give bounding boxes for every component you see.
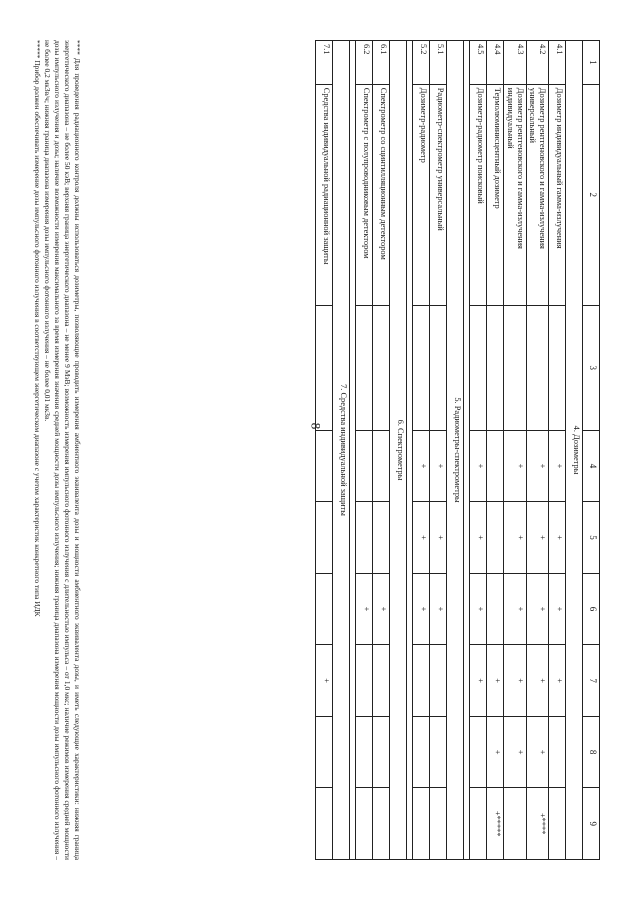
cell <box>373 430 390 502</box>
cell <box>356 430 373 502</box>
cell <box>373 645 390 717</box>
cell: + <box>413 502 430 574</box>
cell: + <box>316 645 333 717</box>
cell <box>526 305 548 430</box>
header-cell: 6 <box>583 573 600 645</box>
cell: + <box>526 573 548 645</box>
table-row <box>549 41 566 860</box>
cell <box>356 305 373 430</box>
cell: + <box>470 430 487 502</box>
spacer-row <box>407 41 413 860</box>
cell: + <box>356 573 373 645</box>
table-row <box>504 41 526 860</box>
cell <box>549 716 566 788</box>
cell <box>470 305 487 430</box>
section-title: 7. Средства индивидуальной защиты <box>333 41 350 860</box>
cell: + <box>526 430 548 502</box>
cell <box>356 645 373 717</box>
table-row <box>430 41 447 860</box>
section-title: 6. Спектрометры <box>390 41 407 860</box>
cell <box>413 788 430 860</box>
page-number: 8 <box>308 422 324 430</box>
footnotes <box>32 40 82 860</box>
cell <box>316 430 333 502</box>
cell: + <box>373 573 390 645</box>
table-header-row <box>583 41 600 860</box>
cell <box>356 502 373 574</box>
row-number: 4.5 <box>470 41 487 85</box>
spacer-cell <box>464 41 470 860</box>
section-title: 5. Радиометры-спектрометры <box>447 41 464 860</box>
rotated-page <box>33 40 600 860</box>
cell <box>504 305 526 430</box>
spacer-row <box>350 41 356 860</box>
section-title: 4. Дозиметры <box>566 41 583 860</box>
row-number: 4.3 <box>504 41 526 85</box>
spacer-cell <box>350 41 356 860</box>
row-name: Дозиметр-радиометр <box>413 84 430 305</box>
cell: + <box>549 573 566 645</box>
footnote-4-stars: **** Для проведения радиационного контроля должны использоваться дозиметры, позволяющие проводить измерения амбиентного эквивалента дозы и мощности амбиентного эквивалента дозы, и иметь следующие характеристики: нижняя граница энергетического диапазона – не более 50 кэВ; верхняя граница энергетического диапазона – не менее 9 МэВ; возможность измерения импульсного фотонного излучения с длительностью импульса – от 1,0 мкс; наличие режимов измерения средней мощности дозы импульсного излучения и дозы; наличие возможности измерения максимального за время измерения значения средней мощности дозы импульсного излучения; нижняя граница диапазона измерения мощности дозы импульсного фотонного излучения – не более 0,2 мкЗв/ч; нижняя граница диапазона измерения дозы импульсного фотонного излучения – не более 0,01 мкЗв. <box>43 40 82 860</box>
cell: + <box>526 502 548 574</box>
cell <box>549 788 566 860</box>
cell <box>504 788 526 860</box>
cell <box>487 573 504 645</box>
cell: + <box>504 430 526 502</box>
equipment-table <box>315 40 600 860</box>
cell <box>316 788 333 860</box>
cell: + <box>430 573 447 645</box>
cell: +**** <box>526 788 548 860</box>
section-row <box>390 41 407 860</box>
header-cell: 1 <box>583 41 600 85</box>
cell: + <box>413 573 430 645</box>
cell <box>470 788 487 860</box>
section-row <box>447 41 464 860</box>
cell: + <box>470 573 487 645</box>
cell <box>373 502 390 574</box>
cell <box>356 716 373 788</box>
table-row <box>526 41 548 860</box>
row-number: 6.2 <box>356 41 373 85</box>
cell: + <box>549 645 566 717</box>
cell: + <box>470 645 487 717</box>
cell <box>373 788 390 860</box>
header-cell: 7 <box>583 645 600 717</box>
cell: +***** <box>487 788 504 860</box>
cell <box>316 716 333 788</box>
row-number: 7.1 <box>316 41 333 85</box>
cell <box>430 305 447 430</box>
row-name: Дозиметр-радиометр поисковый <box>470 84 487 305</box>
cell <box>487 502 504 574</box>
cell <box>356 788 373 860</box>
row-name: Средства индивидуальной радиационной защиты <box>316 84 333 305</box>
row-name: Спектрометр с полупроводниковым детектором <box>356 84 373 305</box>
cell: + <box>430 502 447 574</box>
cell: + <box>430 430 447 502</box>
row-name: Термолюминисцентный дозиметр <box>487 84 504 305</box>
cell: + <box>487 716 504 788</box>
cell <box>549 305 566 430</box>
cell: + <box>526 716 548 788</box>
row-name: Дозиметр индивидуальный гамма-излучения <box>549 84 566 305</box>
cell <box>487 305 504 430</box>
cell <box>413 716 430 788</box>
section-row <box>566 41 583 860</box>
cell: + <box>549 430 566 502</box>
cell: + <box>504 502 526 574</box>
row-number: 5.2 <box>413 41 430 85</box>
table-row <box>356 41 373 860</box>
cell: + <box>504 573 526 645</box>
row-name: Спектрометр со сцинтилляционным детектором <box>373 84 390 305</box>
row-number: 5.1 <box>430 41 447 85</box>
cell: + <box>487 645 504 717</box>
row-number: 4.1 <box>549 41 566 85</box>
row-number: 6.1 <box>373 41 390 85</box>
cell <box>430 788 447 860</box>
cell <box>487 430 504 502</box>
cell: + <box>470 502 487 574</box>
header-cell: 5 <box>583 502 600 574</box>
header-cell: 3 <box>583 305 600 430</box>
footnote-5-stars: ***** Прибор должен обеспечивать измерение дозы импульсного фотонного излучения в соответствующем энергетическом диапазоне с учетом характеристик конкретного типа ИДК <box>33 40 43 617</box>
cell: + <box>504 645 526 717</box>
header-cell: 4 <box>583 430 600 502</box>
cell: + <box>526 645 548 717</box>
cell <box>430 645 447 717</box>
cell <box>373 305 390 430</box>
row-number: 4.4 <box>487 41 504 85</box>
row-number: 4.2 <box>526 41 548 85</box>
cell: + <box>504 716 526 788</box>
header-cell: 2 <box>583 84 600 305</box>
cell: + <box>413 430 430 502</box>
spacer-row <box>464 41 470 860</box>
cell <box>316 573 333 645</box>
cell <box>413 645 430 717</box>
cell <box>430 716 447 788</box>
row-name: Дозиметр рентгеновского и гамма-излучения индивидуальный <box>504 84 526 305</box>
spacer-cell <box>407 41 413 860</box>
row-name: Радиометр-спектрометр универсальный <box>430 84 447 305</box>
table-row <box>373 41 390 860</box>
table-row <box>470 41 487 860</box>
table-row <box>413 41 430 860</box>
row-name: Дозиметр рентгеновского и гамма-излучения универсальный <box>526 84 548 305</box>
section-row <box>333 41 350 860</box>
cell: + <box>549 502 566 574</box>
cell <box>470 716 487 788</box>
cell <box>316 502 333 574</box>
header-cell: 8 <box>583 716 600 788</box>
table-row <box>316 41 333 860</box>
header-cell: 9 <box>583 788 600 860</box>
cell <box>316 305 333 430</box>
cell <box>413 305 430 430</box>
table-row <box>487 41 504 860</box>
cell <box>373 716 390 788</box>
